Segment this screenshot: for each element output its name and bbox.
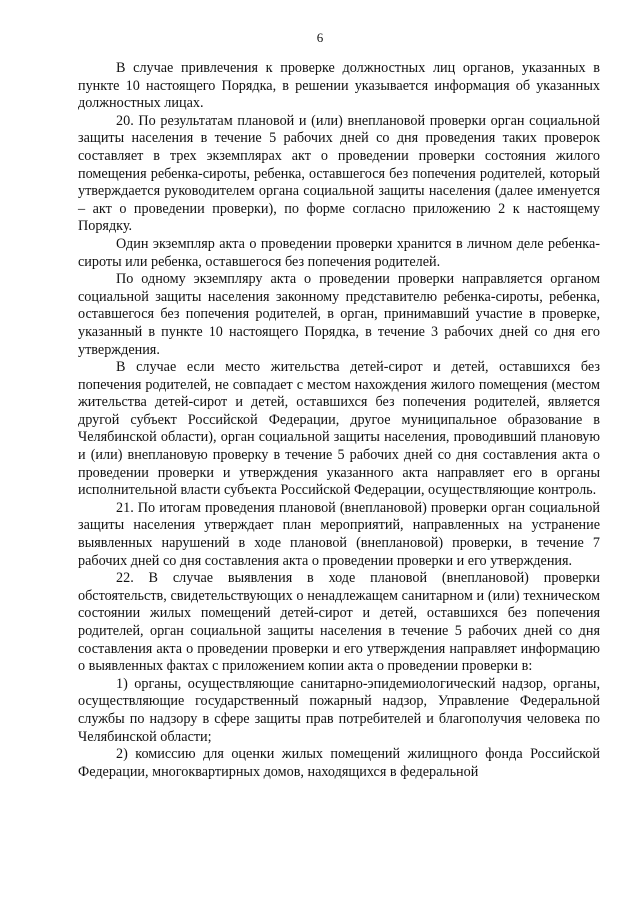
paragraph-item-21: 21. По итогам проведения плановой (внеплановой) проверки орган социальной защиты населения утверждает план мероприятий, направленных на устранение выявленных нарушений в ходе плановой (внеплановой) проверки, в течение 7 рабочих дней со дня составления акта о проведении проверки и его утверждения. xyxy=(78,499,600,569)
paragraph-subitem-2: 2) комиссию для оценки жилых помещений жилищного фонда Российской Федерации, многоквартирных домов, находящихся в федеральной xyxy=(78,746,600,780)
document-body xyxy=(78,60,600,781)
paragraph-officials-info: В случае привлечения к проверке должностных лиц органов, указанных в пункте 10 настоящего Порядка, в решении указывается информация об указанных должностных лицах. xyxy=(78,60,600,112)
paragraph-different-residence: В случае если место жительства детей-сирот и детей, оставшихся без попечения родителей, не совпадает с местом нахождения жилого помещения (местом жительства детей-сирот и детей, оставшихся без попечения родителей, является другой субъект Российской Федерации, другое муниципальное образование в Челябинской области), орган социальной защиты населения, проводивший плановую и (или) внеплановую проверку в течение 5 рабочих дней со дня составления акта о проведении проверки и утверждения указанного акта направляет его в органы исполнительной власти субъекта Российской Федерации, осуществляющие контроль. xyxy=(78,359,600,499)
paragraph-item-22: 22. В случае выявления в ходе плановой (внеплановой) проверки обстоятельств, свидетельствующих о ненадлежащем санитарном и (или) техническом состоянии жилых помещений детей-сирот и детей, оставшихся без попечения родителей, орган социальной защиты населения в течение 5 рабочих дней со дня составления акта о проведении проверки и его утверждения направляет информацию о выявленных фактах с приложением копии акта о проведении проверки в: xyxy=(78,570,600,675)
paragraph-subitem-1: 1) органы, осуществляющие санитарно-эпидемиологический надзор, органы, осуществляющие государственный пожарный надзор, Управление Федеральной службы по надзору в сфере защиты прав потребителей и благополучия человека по Челябинской области; xyxy=(78,675,600,745)
paragraph-item-20: 20. По результатам плановой и (или) внеплановой проверки орган социальной защиты населения в течение 5 рабочих дней со дня проведения таких проверок составляет в трех экземплярах акт о проведении проверки состояния жилого помещения ребенка-сироты, ребенка, оставшегося без попечения родителей, который утверждается руководителем органа социальной защиты населения (далее именуется – акт о проведении проверки), по форме согласно приложению 2 к настоящему Порядку. xyxy=(78,112,600,235)
paragraph-act-copy-distribution: По одному экземпляру акта о проведении проверки направляется органом социальной защиты населения законному представителю ребенка-сироты, ребенка, оставшегося без попечения родителей, в орган, принимавший участие в проверке, указанный в пункте 10 настоящего Порядка, в течение 3 рабочих дней со дня его утверждения. xyxy=(78,271,600,358)
paragraph-act-copy-storage: Один экземпляр акта о проведении проверки хранится в личном деле ребенка-сироты или ребенка, оставшегося без попечения родителей. xyxy=(78,235,600,270)
page-number: 6 xyxy=(316,30,324,45)
